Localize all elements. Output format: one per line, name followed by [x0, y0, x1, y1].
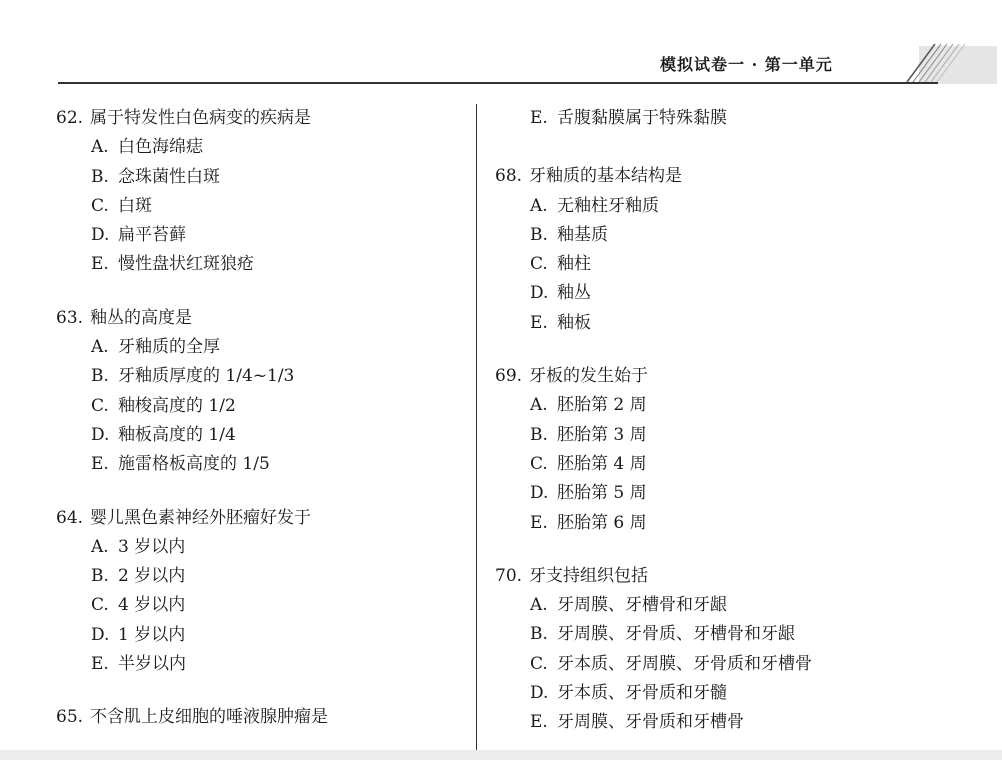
question-stem [56, 304, 466, 333]
option-text: 胚胎第 6 周 [557, 512, 647, 533]
option-letter: E. [530, 712, 548, 733]
option-e [56, 450, 466, 479]
option-a [56, 333, 466, 362]
option-text: 胚胎第 3 周 [557, 424, 647, 445]
option-text: 釉柱 [557, 254, 591, 275]
option-c [56, 392, 466, 421]
page-header-title: 模拟试卷一 · 第一单元 [660, 55, 833, 74]
option-text: 胚胎第 5 周 [557, 483, 647, 504]
option-letter: B. [530, 624, 548, 645]
question-number: 64. [56, 507, 84, 528]
option-letter: B. [91, 366, 109, 387]
option-letter: D. [91, 624, 110, 645]
option-letter: C. [530, 254, 548, 275]
option-text: 半岁以内 [118, 654, 186, 675]
option-text: 釉丛 [557, 283, 591, 304]
header-decoration-icon [905, 42, 997, 84]
option-letter: A. [530, 395, 548, 416]
option-letter: E. [91, 254, 109, 275]
option-text: 念珠菌性白斑 [118, 166, 220, 187]
question-text: 牙釉质的基本结构是 [529, 166, 682, 187]
question-number: 62. [56, 108, 84, 128]
option-e [495, 708, 965, 737]
question-stem [56, 104, 466, 133]
question-62 [56, 104, 466, 280]
option-d [56, 621, 466, 650]
option-a [495, 391, 965, 420]
question-stem [495, 562, 965, 591]
option-b [56, 163, 466, 192]
option-text: 3 岁以内 [118, 536, 186, 557]
question-number: 70. [495, 565, 523, 586]
option-text: 牙本质、牙骨质和牙髓 [557, 683, 727, 704]
option-e [495, 509, 965, 538]
option-text: 牙周膜、牙骨质和牙槽骨 [557, 712, 744, 733]
question-text: 釉丛的高度是 [90, 307, 192, 328]
question-text: 属于特发性白色病变的疾病是 [90, 108, 311, 128]
option-text: 釉板高度的 1/4 [118, 424, 236, 445]
option-text: 白斑 [118, 195, 152, 216]
option-text: 慢性盘状红斑狼疮 [118, 254, 254, 275]
option-letter: E. [530, 512, 548, 533]
option-letter: D. [530, 283, 549, 304]
question-stem [495, 162, 965, 191]
question-number: 68. [495, 166, 523, 187]
question-64 [56, 504, 466, 680]
option-letter: D. [530, 683, 549, 704]
option-b [495, 620, 965, 649]
question-text: 牙板的发生始于 [529, 366, 648, 387]
option-b [56, 362, 466, 391]
right-column [495, 104, 965, 762]
option-a [56, 133, 466, 162]
option-text: 施雷格板高度的 1/5 [118, 454, 270, 475]
option-c [495, 450, 965, 479]
option-text: 釉板 [557, 312, 591, 333]
question-69 [495, 362, 965, 538]
option-d [56, 221, 466, 250]
left-column [56, 104, 466, 757]
option-letter: C. [530, 653, 548, 674]
option-letter: B. [530, 224, 548, 245]
option-d [495, 479, 965, 508]
option-letter: B. [530, 424, 548, 445]
option-letter: E. [91, 654, 109, 675]
option-b [495, 421, 965, 450]
option-text: 2 岁以内 [118, 566, 186, 587]
option-e [56, 650, 466, 679]
page-bottom-edge [0, 750, 1002, 760]
option-text: 胚胎第 2 周 [557, 395, 647, 416]
question-text: 牙支持组织包括 [529, 565, 648, 586]
option-letter: C. [91, 195, 109, 216]
option-e [495, 309, 965, 338]
option-letter: A. [91, 137, 109, 158]
option-b [56, 562, 466, 591]
option-b [495, 221, 965, 250]
option-letter: C. [91, 595, 109, 616]
question-number: 69. [495, 366, 523, 387]
option-letter: C. [91, 395, 109, 416]
option-e-continued [495, 104, 965, 133]
question-stem [56, 703, 466, 732]
option-letter: D. [91, 225, 110, 246]
question-stem [495, 362, 965, 391]
option-letter: E. [91, 454, 109, 475]
option-c [56, 591, 466, 620]
option-d [495, 679, 965, 708]
question-number: 63. [56, 307, 84, 328]
option-text: 牙本质、牙周膜、牙骨质和牙槽骨 [557, 653, 812, 674]
option-letter: A. [530, 595, 548, 616]
option-e [56, 250, 466, 279]
question-text: 不含肌上皮细胞的唾液腺肿瘤是 [90, 707, 328, 728]
option-text: 牙釉质厚度的 1/4~1/3 [118, 366, 295, 387]
option-text: 牙周膜、牙槽骨和牙龈 [557, 595, 727, 616]
option-text: 釉基质 [557, 224, 608, 245]
option-a [495, 591, 965, 620]
option-a [56, 533, 466, 562]
option-c [495, 250, 965, 279]
option-d [56, 421, 466, 450]
option-letter: A. [91, 536, 109, 557]
option-text: 4 岁以内 [118, 595, 186, 616]
question-68 [495, 162, 965, 338]
option-text: 白色海绵痣 [118, 137, 203, 158]
option-text: 1 岁以内 [118, 624, 186, 645]
header-rule [58, 82, 938, 84]
option-text: 釉梭高度的 1/2 [118, 395, 236, 416]
option-text: 扁平苔藓 [118, 225, 186, 246]
option-letter: B. [91, 166, 109, 187]
option-text: 牙釉质的全厚 [118, 337, 220, 358]
question-text: 婴儿黑色素神经外胚瘤好发于 [90, 507, 311, 528]
option-text: 牙周膜、牙骨质、牙槽骨和牙龈 [557, 624, 795, 645]
option-text: 无釉柱牙釉质 [557, 195, 659, 216]
option-c [495, 650, 965, 679]
question-stem [56, 504, 466, 533]
option-letter: E. [530, 312, 548, 333]
option-c [56, 192, 466, 221]
option-letter: D. [91, 424, 110, 445]
option-a [495, 192, 965, 221]
option-letter: E. [530, 108, 548, 128]
question-65 [56, 703, 466, 732]
column-divider [476, 104, 477, 754]
option-text: 舌腹黏膜属于特殊黏膜 [557, 108, 727, 128]
question-number: 65. [56, 707, 84, 728]
question-70 [495, 562, 965, 738]
option-letter: C. [530, 453, 548, 474]
option-letter: D. [530, 483, 549, 504]
option-letter: B. [91, 566, 109, 587]
option-letter: A. [530, 195, 548, 216]
question-63 [56, 304, 466, 480]
option-text: 胚胎第 4 周 [557, 453, 647, 474]
option-d [495, 279, 965, 308]
option-letter: A. [91, 337, 109, 358]
spacer [495, 133, 965, 162]
